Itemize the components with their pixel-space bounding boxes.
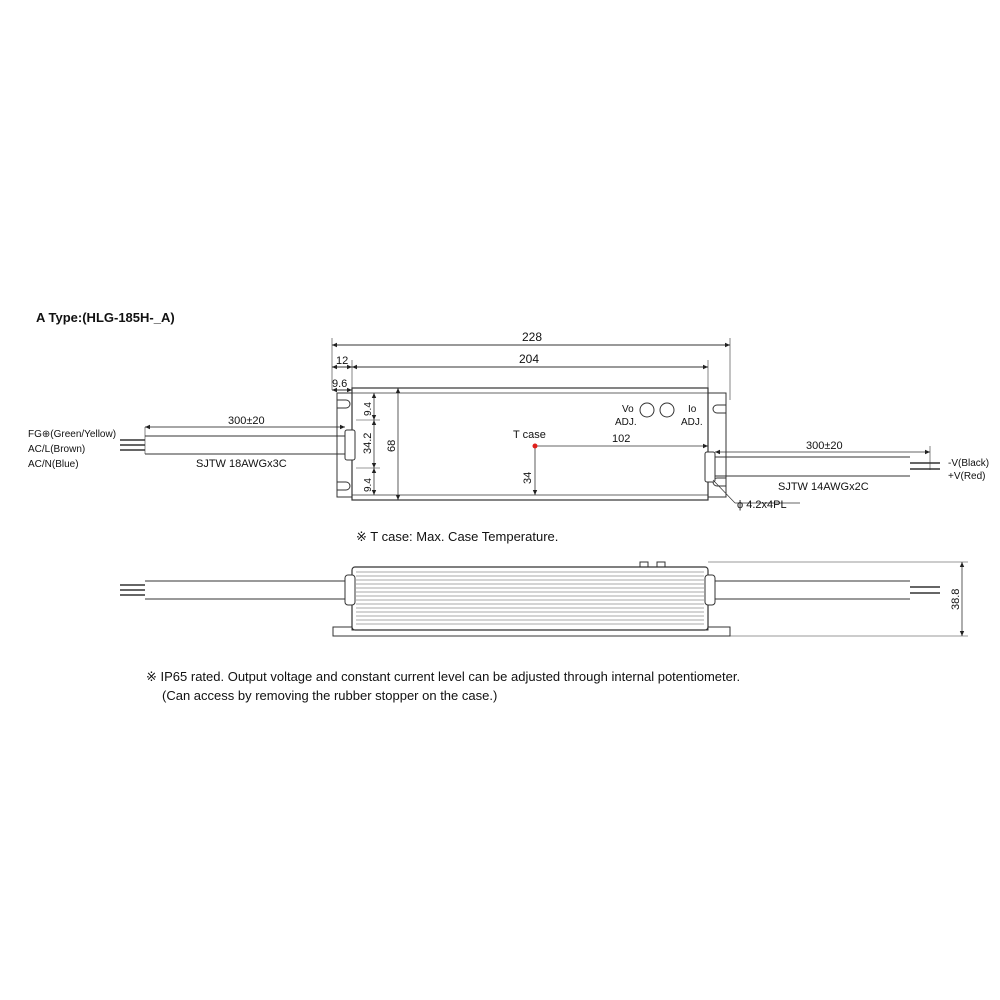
vo-adj-label: ADJ.: [615, 417, 637, 428]
wire-neg-label: -V(Black): [948, 458, 990, 469]
dim-tcase-vertical: 34: [522, 471, 534, 484]
dim-mount-edge: 9.6: [332, 378, 348, 390]
wire-acl-label: AC/L(Brown): [28, 444, 86, 455]
diagram-title: A Type:(HLG-185H-_A): [36, 310, 175, 325]
tcase-note: ※ T case: Max. Case Temperature.: [356, 529, 559, 544]
io-adj-potentiometer: [660, 403, 674, 417]
ip65-note-line1: ※ IP65 rated. Output voltage and constant current level can be adjusted through internal potentiometer.: [146, 669, 741, 684]
dim-mount-offset: 12: [336, 355, 349, 367]
input-cable-length: 300±20: [228, 415, 265, 427]
vo-label: Vo: [622, 404, 634, 415]
tcase-label: T case: [513, 429, 546, 441]
dim-body-length: 204: [519, 352, 540, 366]
input-cable-spec: SJTW 18AWGx3C: [196, 458, 287, 470]
ip65-note-line2: (Can access by removing the rubber stopper on the case.): [162, 688, 498, 703]
output-cable-spec: SJTW 14AWGx2C: [778, 481, 869, 493]
tcase-marker: [533, 444, 538, 449]
vo-adj-potentiometer: [640, 403, 654, 417]
dim-overall-length: 228: [522, 330, 543, 344]
hole-spec-label: ϕ 4.2x4PL: [737, 499, 787, 511]
side-view: [120, 562, 968, 636]
wire-pos-label: +V(Red): [948, 471, 986, 482]
dim-tcase-horizontal: 102: [612, 433, 631, 445]
dim-height: 38.8: [950, 588, 962, 610]
dim-body-width: 68: [386, 439, 398, 452]
dim-mount-top: 9.4: [363, 402, 374, 416]
dim-mount-spacing: 34.2: [362, 432, 374, 454]
dim-mount-bottom: 9.4: [363, 478, 374, 492]
output-cable-length: 300±20: [806, 440, 843, 452]
wire-acn-label: AC/N(Blue): [28, 459, 79, 470]
io-label: Io: [688, 404, 697, 415]
wire-fg-label: FG⊕(Green/Yellow): [28, 429, 117, 440]
io-adj-label: ADJ.: [681, 417, 703, 428]
